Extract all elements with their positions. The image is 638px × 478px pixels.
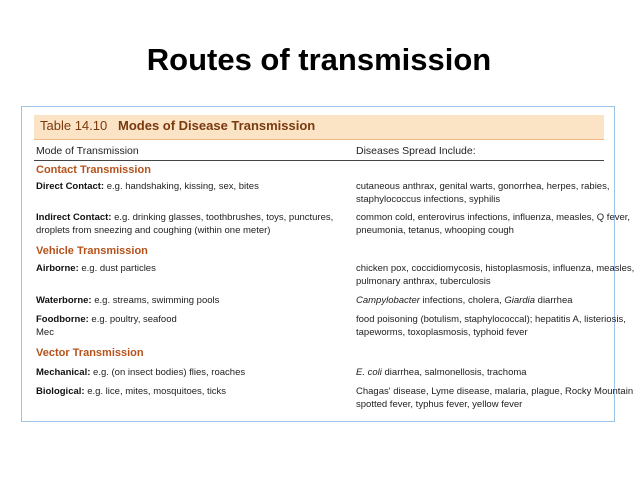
mode-example: e.g. poultry, seafood bbox=[88, 314, 177, 325]
mode-example-line-2: Mec bbox=[36, 327, 54, 338]
diseases-line-1: cutaneous anthrax, genital warts, gonorrhea, herpes, rabies, bbox=[356, 181, 610, 192]
table-header-band bbox=[34, 115, 604, 140]
diseases-line-1: chicken pox, coccidiomycosis, histoplasmosis, influenza, measles, bbox=[356, 263, 635, 274]
diseases-line-2: pulmonary anthrax, tuberculosis bbox=[356, 276, 491, 287]
table-row-direct-contact-diseases bbox=[356, 180, 610, 206]
mode-label: Foodborne: bbox=[36, 314, 89, 325]
section-heading-vehicle: Vehicle Transmission bbox=[36, 245, 148, 257]
table-row-waterborne-diseases bbox=[356, 294, 606, 307]
mode-example: e.g. lice, mites, mosquitoes, ticks bbox=[84, 386, 227, 397]
organism-name: E. coli bbox=[356, 367, 382, 378]
mode-label: Biological: bbox=[36, 386, 85, 397]
diseases-line-2: pneumonia, tetanus, whooping cough bbox=[356, 225, 514, 236]
column-header-mode: Mode of Transmission bbox=[36, 145, 139, 157]
table-row-foodborne-diseases bbox=[356, 313, 626, 339]
table-row-biological-mode bbox=[36, 385, 346, 398]
diseases-line-1: common cold, enterovirus infections, influenza, measles, Q fever, bbox=[356, 212, 631, 223]
table-row-biological-diseases bbox=[356, 385, 634, 411]
mode-example-line-2: droplets from sneezing and coughing (within one meter) bbox=[36, 225, 271, 236]
mode-label: Waterborne: bbox=[36, 295, 92, 306]
table-row-indirect-contact-mode bbox=[36, 211, 346, 237]
table-row-foodborne-mode bbox=[36, 313, 346, 339]
mode-label: Indirect Contact: bbox=[36, 212, 112, 223]
table-row-mechanical-mode bbox=[36, 366, 346, 379]
table-name: Modes of Disease Transmission bbox=[118, 118, 316, 133]
mode-label: Mechanical: bbox=[36, 367, 91, 378]
disease-transmission-table bbox=[21, 106, 635, 422]
diseases-line-2: spotted fever, typhus fever, yellow fever bbox=[356, 399, 523, 410]
mode-example: e.g. dust particles bbox=[78, 263, 156, 274]
section-heading-vector: Vector Transmission bbox=[36, 347, 144, 359]
diseases-text: infections, cholera, bbox=[419, 295, 505, 306]
mode-example: e.g. (on insect bodies) flies, roaches bbox=[90, 367, 246, 378]
table-row-waterborne-mode bbox=[36, 294, 346, 307]
diseases-text: diarrhea bbox=[535, 295, 573, 306]
mode-example: e.g. handshaking, kissing, sex, bites bbox=[104, 181, 259, 192]
diseases-text: diarrhea, salmonellosis, trachoma bbox=[381, 367, 527, 378]
table-row-indirect-contact-diseases bbox=[356, 211, 631, 237]
table-row-airborne-diseases bbox=[356, 262, 635, 288]
mode-label: Airborne: bbox=[36, 263, 79, 274]
diseases-line-2: tapeworms, toxoplasmosis, typhoid fever bbox=[356, 327, 528, 338]
section-heading-contact: Contact Transmission bbox=[36, 164, 151, 176]
organism-name: Giardia bbox=[504, 295, 536, 306]
header-rule bbox=[34, 160, 604, 161]
organism-name: Campylobacter bbox=[356, 295, 420, 306]
mode-example: e.g. streams, swimming pools bbox=[91, 295, 220, 306]
table-row-airborne-mode bbox=[36, 262, 346, 275]
table-row-mechanical-diseases bbox=[356, 366, 606, 379]
slide-title: Routes of transmission bbox=[146, 42, 492, 77]
column-header-diseases: Diseases Spread Include: bbox=[356, 145, 476, 157]
mode-label: Direct Contact: bbox=[36, 181, 105, 192]
diseases-line-1: Chagas' disease, Lyme disease, malaria, plague, Rocky Mountain bbox=[356, 386, 634, 397]
table-number: Table 14.10 bbox=[40, 118, 108, 133]
mode-example: e.g. drinking glasses, toothbrushes, toys, punctures, bbox=[111, 212, 334, 223]
diseases-line-2: staphylococcus infections, syphilis bbox=[356, 194, 501, 205]
table-row-direct-contact-mode bbox=[36, 180, 346, 193]
diseases-line-1: food poisoning (botulism, staphylococcal); hepatitis A, listeriosis, bbox=[356, 314, 626, 325]
